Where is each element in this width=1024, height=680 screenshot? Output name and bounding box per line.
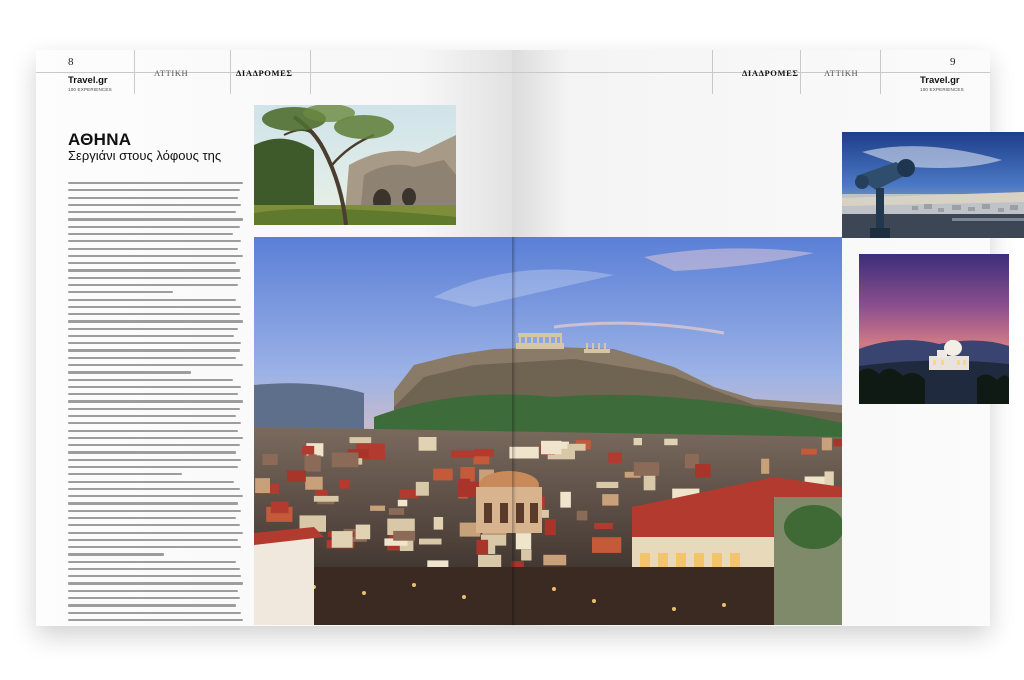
body-text-line <box>68 539 238 541</box>
body-text-line <box>68 561 236 563</box>
body-text-line <box>68 364 243 366</box>
body-text-line <box>68 204 241 206</box>
body-text-line <box>68 437 243 439</box>
tree-and-cave-photo <box>254 105 456 225</box>
building <box>476 540 488 555</box>
brand-logo: Travel.gr <box>68 75 108 86</box>
body-text-line <box>68 211 236 213</box>
building <box>271 502 289 514</box>
body-text-line <box>68 466 238 468</box>
building <box>433 469 453 481</box>
brand-logo: Travel.gr <box>920 75 960 86</box>
body-text-line <box>68 320 243 322</box>
building <box>634 438 642 445</box>
building <box>356 525 371 540</box>
body-text-line <box>68 444 240 446</box>
body-text-line <box>68 357 236 359</box>
body-text-line <box>68 488 240 490</box>
header-divider <box>880 50 881 94</box>
body-text-line <box>68 604 236 606</box>
building <box>419 437 437 451</box>
body-text-line <box>68 408 240 410</box>
building <box>263 454 278 465</box>
body-text-line <box>68 335 234 337</box>
building <box>577 511 588 521</box>
header-divider <box>800 50 801 94</box>
body-text-line <box>68 575 241 577</box>
body-text-line <box>68 524 240 526</box>
building <box>664 439 677 446</box>
building <box>761 459 769 474</box>
building <box>521 550 531 561</box>
building <box>350 437 372 443</box>
body-text-line <box>68 349 240 351</box>
body-text-line <box>68 481 234 483</box>
building <box>560 492 571 508</box>
observatory-at-dusk-photo <box>859 254 1009 404</box>
page-number: 8 <box>68 56 74 68</box>
body-text-line <box>68 379 233 381</box>
building <box>427 560 448 567</box>
building <box>541 441 561 455</box>
building <box>602 494 618 506</box>
brand-tagline: 100 EXPERIENCES <box>68 87 112 92</box>
category-label: ΔΙΑΔΡΟΜΕΣ <box>742 68 799 78</box>
building <box>393 531 415 541</box>
body-text-line <box>68 306 241 308</box>
body-text-line <box>68 451 236 453</box>
body-text-line <box>68 517 236 519</box>
body-text-line <box>68 182 243 184</box>
section-label: ΑΤΤΙΚΗ <box>154 68 189 78</box>
page-number: 9 <box>950 56 956 68</box>
body-text-line <box>68 269 240 271</box>
building <box>398 500 408 507</box>
building <box>822 438 832 451</box>
page-gutter-shadow <box>512 237 516 625</box>
building <box>833 439 842 447</box>
building <box>302 446 314 455</box>
body-text-line <box>68 597 240 599</box>
body-text-line <box>68 553 164 555</box>
building <box>314 496 339 502</box>
building <box>287 470 306 481</box>
body-text-line <box>68 233 233 235</box>
building <box>339 480 350 489</box>
building <box>545 519 556 535</box>
body-text-line <box>68 546 241 548</box>
body-text-line <box>68 255 243 257</box>
building <box>634 462 659 476</box>
building <box>332 531 353 548</box>
body-text-line <box>68 328 238 330</box>
body-text-line <box>68 248 238 250</box>
building <box>370 506 385 511</box>
body-text-line <box>68 400 243 402</box>
body-text-line <box>68 590 238 592</box>
building <box>473 456 489 464</box>
building <box>451 451 474 458</box>
body-text-line <box>68 240 241 242</box>
building <box>475 449 494 457</box>
building <box>543 555 566 566</box>
building <box>399 489 418 498</box>
body-text-line <box>68 532 243 534</box>
building <box>416 482 429 496</box>
body-text-line <box>68 502 238 504</box>
building <box>695 464 711 477</box>
body-text-line <box>68 218 243 220</box>
body-text-line <box>68 277 241 279</box>
article-body <box>68 182 243 626</box>
building <box>516 533 531 549</box>
building <box>594 523 613 529</box>
brand-tagline: 100 EXPERIENCES <box>920 87 964 92</box>
body-text-line <box>68 342 241 344</box>
body-text-line <box>68 189 240 191</box>
body-text-line <box>68 226 240 228</box>
coin-telescope-photo <box>842 132 1024 238</box>
body-text-line <box>68 510 241 512</box>
building <box>825 471 834 485</box>
building <box>644 474 656 491</box>
body-text-line <box>68 473 182 475</box>
building <box>419 539 442 545</box>
body-text-line <box>68 393 238 395</box>
body-text-line <box>68 299 236 301</box>
body-text-line <box>68 422 241 424</box>
acropolis-and-plaka-at-sunset-photo <box>254 237 842 625</box>
body-text-line <box>68 582 243 584</box>
building <box>255 478 270 493</box>
header-divider <box>134 50 135 94</box>
body-text-line <box>68 415 236 417</box>
header-divider <box>310 50 311 94</box>
section-label: ΑΤΤΙΚΗ <box>824 68 859 78</box>
magazine-spread <box>36 50 990 626</box>
building <box>332 453 359 468</box>
category-label: ΔΙΑΔΡΟΜΕΣ <box>236 68 293 78</box>
header-divider <box>230 50 231 94</box>
building <box>434 517 443 530</box>
body-text-line <box>68 386 241 388</box>
body-text-line <box>68 197 238 199</box>
body-text-line <box>68 568 240 570</box>
article-title: ΑΘΗΝΑ <box>68 130 132 149</box>
building <box>596 482 618 488</box>
building <box>801 449 817 455</box>
header-divider <box>712 50 713 94</box>
body-text-line <box>68 459 241 461</box>
building <box>592 537 621 553</box>
building <box>567 444 585 451</box>
building <box>608 453 622 464</box>
body-text-line <box>68 495 243 497</box>
body-text-line <box>68 313 240 315</box>
body-text-line <box>68 284 238 286</box>
body-text-line <box>68 430 238 432</box>
building <box>309 454 317 468</box>
body-text-line <box>68 291 173 293</box>
body-text-line <box>68 619 243 621</box>
building <box>389 508 404 515</box>
article-subtitle: Σεργιάνι στους λόφους της <box>68 148 222 163</box>
body-text-line <box>68 612 241 614</box>
body-text-line <box>68 371 191 373</box>
body-text-line <box>68 262 236 264</box>
building <box>305 477 323 490</box>
